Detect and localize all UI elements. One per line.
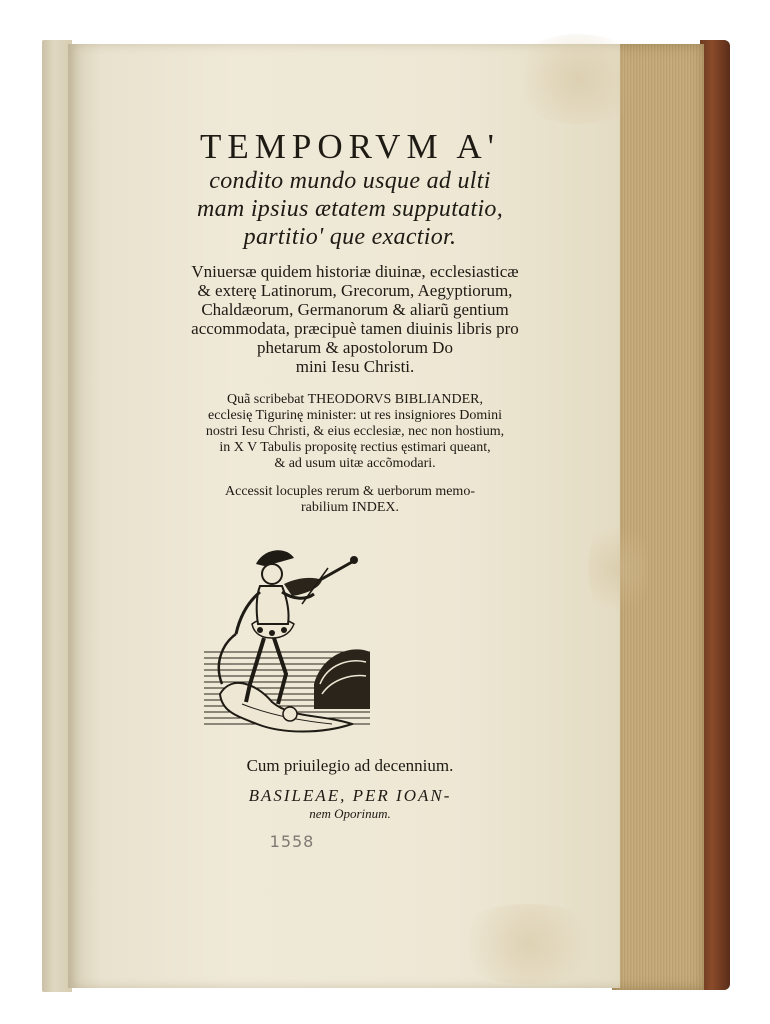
woodcut-illustration: [202, 534, 372, 744]
index-line: rabilium INDEX.: [301, 500, 399, 515]
description-line: accommodata, præcipuè tamen diuinis libris pro: [191, 319, 519, 338]
description-line: Chaldæorum, Germanorum & aliarũ gentium: [201, 300, 509, 319]
author-line: & ad usum uitæ accõmodari.: [274, 456, 436, 471]
leather-binding: [700, 40, 730, 990]
description-line: Vniuersæ quidem historiæ diuinæ, ecclesiasticæ: [191, 262, 519, 281]
pencil-annotation: 1558: [269, 832, 315, 851]
foxing-stain: [448, 904, 608, 984]
privilege-line: Cum priuilegio ad decennium.: [246, 756, 454, 775]
foxing-stain: [588, 514, 648, 624]
imprint-line: BASILEAE, PER IOAN-: [248, 786, 452, 805]
description-line: phetarum & apostolorum Do: [257, 338, 453, 357]
subtitle-line: condito mundo usque ad ulti: [209, 168, 491, 194]
author-line: ecclesię Tigurinę minister: ut res insigniores Domini: [208, 408, 502, 423]
description-line: & exterę Latinorum, Grecorum, Aegyptiorum,: [197, 281, 513, 300]
author-line: nostri Iesu Christi, & eius ecclesiæ, nec non hostium,: [205, 424, 505, 439]
author-line: in X V Tabulis propositę rectius ęstimari queant,: [219, 440, 491, 455]
foxing-stain: [508, 34, 648, 124]
page-title: TEMPORVM A': [200, 127, 500, 166]
subtitle-line: mam ipsius ætatem supputatio,: [196, 196, 504, 222]
subtitle-line: partitio' que exactior.: [243, 224, 457, 250]
index-line: Accessit locuples rerum & uerborum memo-: [225, 484, 475, 499]
author-line: Quã scribebat THEODORVS BIBLIANDER,: [226, 392, 484, 407]
imprint-line: nem Oporinum.: [309, 806, 391, 821]
description-line: mini Iesu Christi.: [295, 357, 415, 376]
